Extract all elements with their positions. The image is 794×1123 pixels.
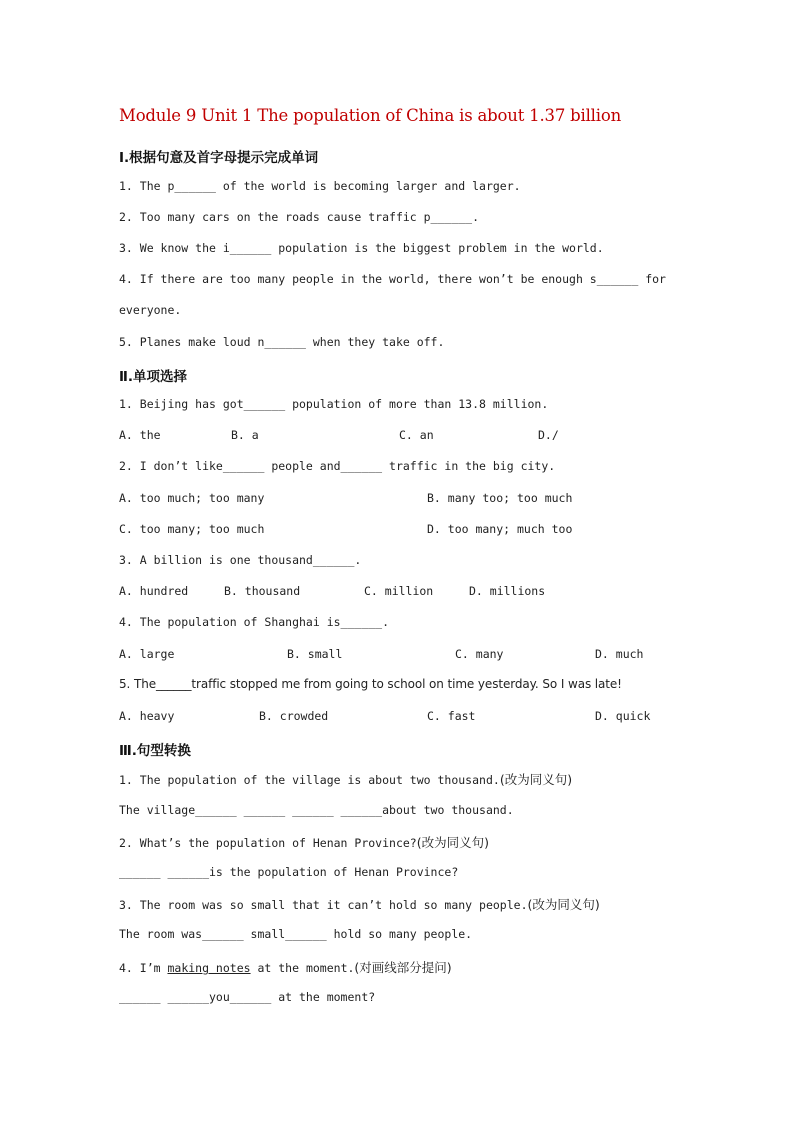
s3-q2-text: 2. What’s the population of Henan Province? — [119, 836, 417, 850]
s2-q3-option-a: A. hundred — [119, 584, 189, 598]
s1-item-3: 3. We know the i______ population is the biggest problem in the world. — [119, 241, 604, 255]
s2-question-2: 2. I don’t like______ people and______ traffic in the big city. — [119, 459, 556, 473]
s1-item-1: 1. The p______ of the world is becoming larger and larger. — [119, 179, 521, 193]
s3-q4-text-post: at the moment. — [250, 961, 355, 975]
s2-question-3: 3. A billion is one thousand______. — [119, 553, 362, 567]
s2-q1-option-b: B. a — [231, 428, 259, 442]
s1-item-5: 5. Planes make loud n______ when they take off. — [119, 335, 445, 349]
s3-answer-3: The room was______ small______ hold so many people. — [119, 927, 473, 941]
s2-q5-option-c: C. fast — [427, 709, 476, 723]
s3-q2-note: (改为同义句) — [416, 835, 489, 850]
s2-q5-option-b: B. crowded — [259, 709, 329, 723]
s2-q2-option-c: C. too many; too much — [119, 522, 265, 536]
s2-q4-option-a: A. large — [119, 647, 175, 661]
s3-q4-text-pre: 4. I’m — [119, 961, 168, 975]
s2-q1-option-c: C. an — [399, 428, 434, 442]
s2-q5-option-a: A. heavy — [119, 709, 175, 723]
s1-item-2: 2. Too many cars on the roads cause traffic p______. — [119, 210, 480, 224]
s2-q4-option-c: C. many — [455, 647, 504, 661]
s3-question-3 — [119, 895, 600, 913]
s2-q5-option-d: D. quick — [595, 709, 651, 723]
s2-q3-option-b: B. thousand — [224, 584, 301, 598]
s3-q3-text: 3. The room was so small that it can’t hold so many people. — [119, 898, 528, 912]
s3-q4-underlined-phrase: making notes — [167, 961, 251, 975]
s3-question-2 — [119, 833, 489, 851]
s2-q1-option-a: A. the — [119, 428, 161, 442]
s2-q3-option-c: C. million — [364, 584, 434, 598]
s3-q1-text: 1. The population of the village is about two thousand. — [119, 773, 500, 787]
s3-answer-1: The village______ ______ ______ ______about two thousand. — [119, 803, 514, 817]
s3-q4-note: (对画线部分提问) — [354, 960, 452, 975]
s3-question-1 — [119, 770, 572, 788]
s2-question-5: 5. The______traffic stopped me from going to school on time yesterday. So I was late! — [119, 677, 622, 691]
s1-item-4: 4. If there are too many people in the world, there won’t be enough s______ for — [119, 272, 666, 286]
s3-answer-4: ______ ______you______ at the moment? — [119, 990, 376, 1004]
s2-q1-option-d: D./ — [538, 428, 559, 442]
s2-q2-option-a: A. too much; too many — [119, 491, 265, 505]
s2-q2-option-d: D. too many; much too — [427, 522, 573, 536]
s2-question-4: 4. The population of Shanghai is______. — [119, 615, 390, 629]
page-title: Module 9 Unit 1 The population of China is about 1.37 billion — [119, 106, 621, 125]
section-1-heading: Ⅰ.根据句意及首字母提示完成单词 — [119, 150, 319, 166]
s2-q3-option-d: D. millions — [469, 584, 546, 598]
s3-q1-note: (改为同义句) — [499, 772, 573, 787]
s2-q4-option-b: B. small — [287, 647, 343, 661]
s2-question-1: 1. Beijing has got______ population of more than 13.8 million. — [119, 397, 549, 411]
s3-question-4 — [119, 958, 452, 976]
s1-item-4-cont: everyone. — [119, 303, 182, 317]
section-2-heading: Ⅱ.单项选择 — [119, 369, 188, 385]
s3-q3-note: (改为同义句) — [527, 897, 600, 912]
s3-answer-2: ______ ______is the population of Henan Province? — [119, 865, 459, 879]
s2-q4-option-d: D. much — [595, 647, 644, 661]
s2-q2-option-b: B. many too; too much — [427, 491, 573, 505]
section-3-heading: Ⅲ.句型转换 — [119, 743, 191, 759]
